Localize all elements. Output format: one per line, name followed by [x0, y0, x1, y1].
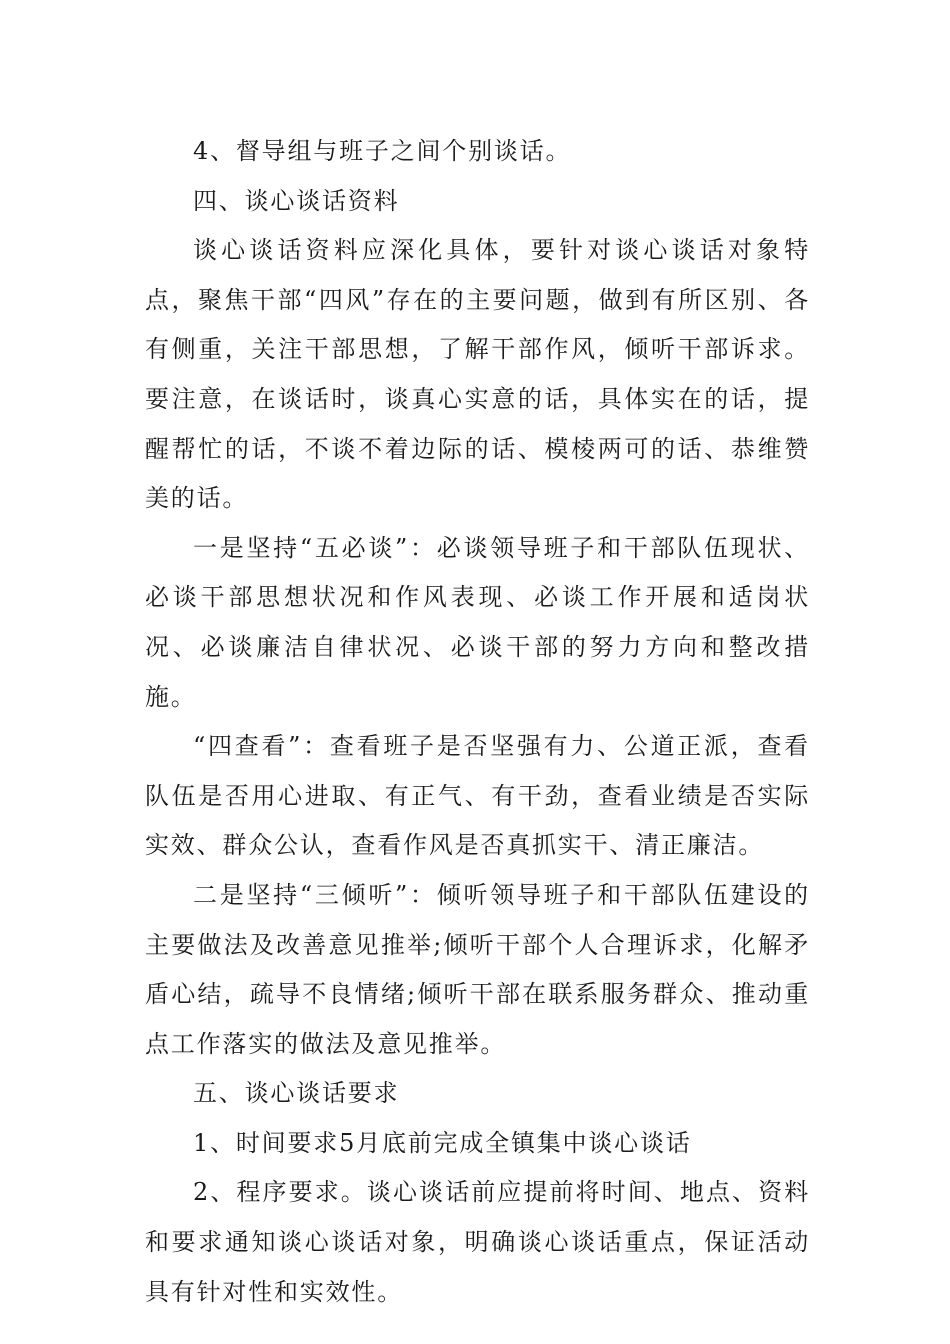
paragraph-five-must-talk: 一是坚持“五必谈”：必谈领导班子和干部队伍现状、必谈干部思想状况和作风表现、必谈工作开展和适岗状况、必谈廉洁自律状况、必谈干部的努力方向和整改措施。 [145, 533, 810, 711]
document-page [145, 127, 810, 1317]
paragraph-supervision-talk: 4、督导组与班子之间个别谈话。 [193, 137, 572, 165]
paragraph-time-requirement: 1、时间要求5月底前完成全镇集中谈心谈话 [193, 1128, 692, 1157]
paragraph-talk-materials: 谈心谈话资料应深化具体，要针对谈心谈话对象特点，聚焦干部“四风”存在的主要问题，做到有所区别、各有侧重，关注干部思想，了解干部作风，倾听干部诉求。要注意，在谈话时，谈真心实意的话，具体实在的话，提醒帮忙的话，不谈不着边际的话、模棱两可的话、恭维赞美的话。 [145, 236, 810, 513]
paragraph-four-check: “四查看”：查看班子是否坚强有力、公道正派，查看队伍是否用心进取、有正气、有干劲，查看业绩是否实际实效、群众公认，查看作风是否真抓实干、清正廉洁。 [145, 732, 810, 860]
paragraph-three-listen: 二是坚持“三倾听”：倾听领导班子和干部队伍建设的主要做法及改善意见推举;倾听干部个人合理诉求，化解矛盾心结，疏导不良情绪;倾听干部在联系服务群众、推动重点工作落实的做法及意见推举。 [145, 880, 810, 1058]
section-heading-talk-materials: 四、谈心谈话资料 [193, 186, 400, 215]
section-heading-talk-requirements: 五、谈心谈话要求 [193, 1079, 400, 1108]
paragraph-procedure-requirement: 2、程序要求。谈心谈话前应提前将时间、地点、资料和要求通知谈心谈话对象，明确谈心谈话重点，保证活动具有针对性和实效性。 [145, 1178, 810, 1306]
